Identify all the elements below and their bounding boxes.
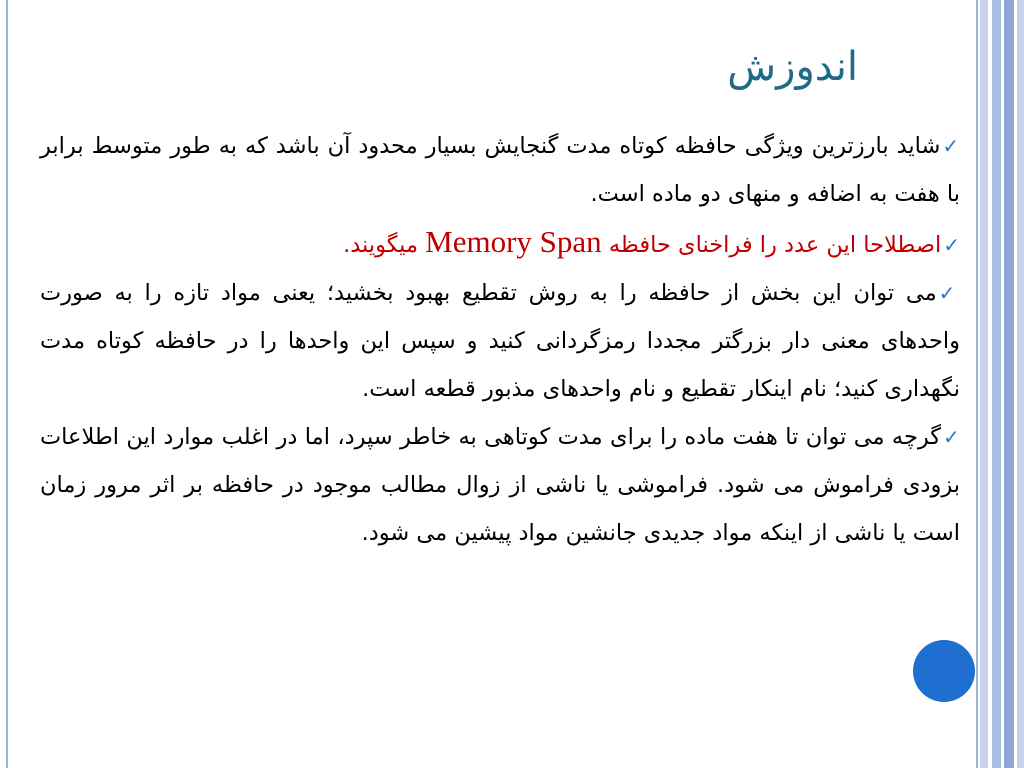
check-icon: ✓ [942,134,960,158]
bullet-3-text: می توان این بخش از حافظه را به روش تقطیع بهبود بخشید؛ یعنی مواد تازه را به صورت واحدهای معنی دار بزرگتر مجددا رمزگردانی کنید و سپس این واحدها را در حافظه کوتاه مدت نگهداری کنید؛ نام اینکار تقطیع و نام واحدهای مذبور قطعه است. [40,280,960,402]
bullet-4-text: گرچه می توان تا هفت ماده را برای مدت کوتاهی به خاطر سپرد، اما در اغلب موارد این اطلاعات بزودی فراموش می شود. فراموشی یا ناشی از زوال مطالب موجود در حافظه بر اثر مرور زمان است یا ناشی از اینکه مواد جدیدی جانشین مواد پیشین می شود. [40,424,960,546]
check-icon: ✓ [943,425,960,449]
decorative-stripes [980,0,1024,768]
bullet-2-text-before: اصطلاحا این عدد را فراخنای حافظه [601,232,942,258]
memory-span-term: Memory Span [425,224,602,259]
bullet-2-text-after: میگویند. [343,232,426,258]
bullet-4 [40,413,960,557]
decorative-circle [913,640,975,702]
bullet-2 [40,218,960,269]
check-icon: ✓ [938,281,960,305]
bullet-1 [40,122,960,218]
bullet-3 [40,269,960,413]
slide-title: اندوزش [727,44,858,90]
slide-body [40,122,960,557]
bullet-1-text: شاید بارزترین ویژگی حافظه کوتاه مدت گنجایش بسیار محدود آن باشد که به طور متوسط برابر با هفت به اضافه و منهای دو ماده است. [40,133,960,207]
check-icon: ✓ [943,233,960,257]
